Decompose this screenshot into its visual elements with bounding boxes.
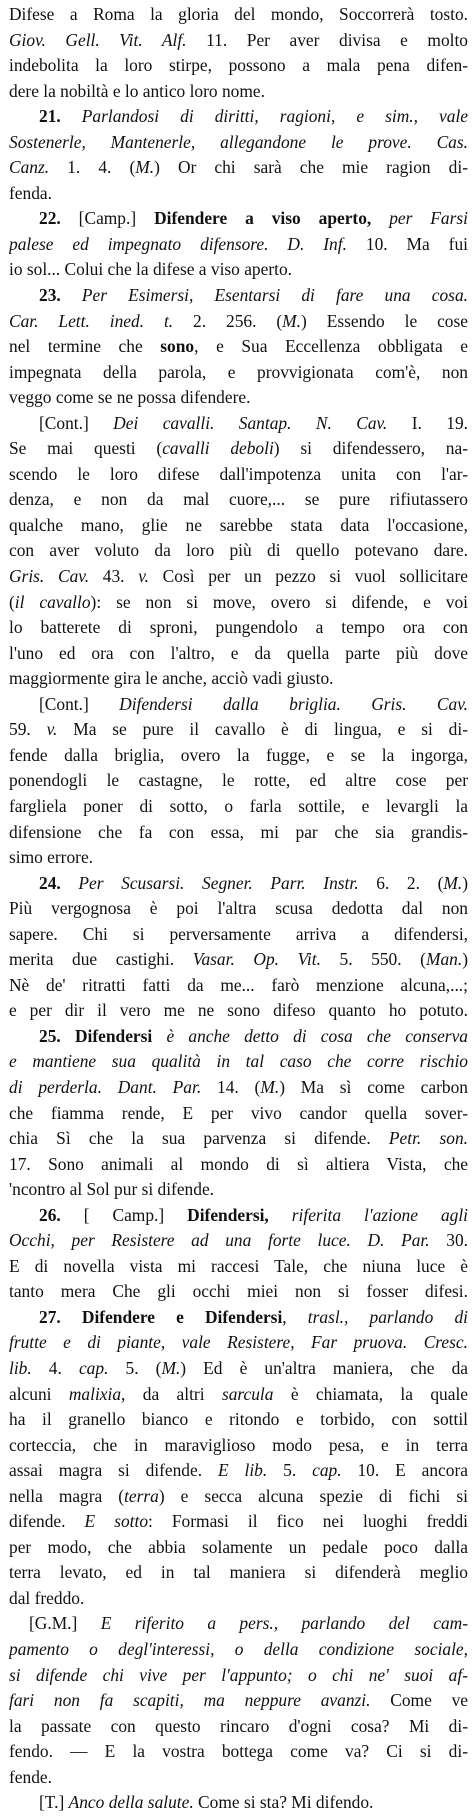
text-run: Difese a Roma la gloria del mondo, Soccorrerà tosto. [9, 4, 468, 24]
bold-text: Difendere a viso aperto, [154, 208, 372, 229]
italic-text: Per Esimersi, Esentarsi di fare una cosa. [81, 285, 468, 306]
text-run: merita due castighi. [9, 949, 193, 970]
text-run: ha il granello bianco e ritondo e torbido, con sottil [9, 1409, 468, 1430]
italic-text: terra [124, 1485, 159, 1506]
text-run: 5. ( [108, 1357, 162, 1378]
italic-text: Difendersi dalla briglia. Gris. Cav. [119, 693, 468, 714]
text-run: Così per un pezzo si vuol sollicitare [148, 566, 468, 587]
italic-text: Car. Lett. ined. t. [9, 310, 174, 331]
text-line [9, 1586, 468, 1612]
text-line [9, 1611, 468, 1637]
bold-text: 25. [39, 1025, 75, 1046]
text-line [9, 334, 468, 360]
text-line [9, 309, 468, 335]
text-line [9, 1484, 468, 1510]
text-run: [Cont.] [39, 693, 120, 714]
italic-text: sarcula [221, 1383, 274, 1404]
text-line [9, 181, 468, 207]
text-line [9, 1075, 468, 1101]
text-run: ponendogli le castagne, le rotte, ed altre cose per [9, 770, 468, 791]
text-run: ) Or chi sarà che mie ragion di- [154, 157, 468, 178]
text-line [9, 79, 468, 105]
text-run: ) [462, 872, 468, 893]
text-line [9, 820, 468, 846]
text-run: E di novella vista mi raccesi Tale, che niuna luce è [9, 1255, 468, 1276]
text-line [9, 1049, 468, 1075]
italic-text: Petr. son. [388, 1128, 468, 1149]
text-run: Come ve [370, 1690, 468, 1711]
text-line [9, 973, 468, 999]
text-line [9, 641, 468, 667]
bold-text: Difendere e Difendersi [81, 1306, 283, 1327]
italic-text: v. [138, 566, 149, 587]
text-line [9, 1663, 468, 1689]
text-line [9, 1714, 468, 1740]
text-run: qualche mano, glie ne sarebbe stata data l'occasione, [9, 514, 468, 535]
text-run: per modo, che abbia solamente un pedale poco dalla [9, 1536, 468, 1557]
text-run: è chiamata, la quale [273, 1383, 468, 1404]
text-line [9, 360, 468, 386]
text-line [9, 1279, 468, 1305]
italic-text: Canz. [9, 157, 50, 178]
italic-text: E riferito a pers., parlando del cam- [100, 1613, 468, 1634]
text-run: assai magra si difende. [9, 1460, 218, 1481]
text-run: 4. [31, 1357, 79, 1378]
text-run: fenda. [9, 182, 52, 203]
text-line [9, 385, 468, 411]
text-run: corteccia, che in maraviglioso modo pesa, e in terra [9, 1434, 468, 1455]
text-run: nel termine che [9, 336, 161, 357]
text-line [9, 1177, 468, 1203]
text-line [9, 53, 468, 79]
italic-text: Vasar. Op. Vit. [192, 949, 321, 970]
text-run: terra levato, ed in tal maniera si difenderà meglio [9, 1562, 468, 1583]
italic-text: per Farsi [389, 208, 468, 229]
text-line [9, 436, 468, 462]
text-run: tanto mera Che gli occhi miei non si fosser difesi. [9, 1281, 468, 1302]
text-line [9, 1509, 468, 1535]
text-run: indebolita la loro stirpe, possono a mala pena difen- [9, 55, 468, 76]
text-run: 5. [267, 1460, 313, 1481]
bold-text: Difendersi, [187, 1204, 269, 1225]
bold-text: sono [160, 336, 195, 357]
text-run: 'ncontro al Sol pur si difende. [9, 1179, 215, 1200]
text-line [9, 257, 468, 283]
text-line [9, 1305, 468, 1331]
text-run: chia Sì che la sua parvenza si difende. [9, 1128, 389, 1149]
text-line [9, 1228, 468, 1254]
text-run: 10. E ancora [341, 1460, 468, 1481]
text-run: 17. Sono animali al mondo di sì altiera Vista, che [9, 1153, 468, 1174]
italic-text: è anche detto di cosa che conserva [166, 1025, 468, 1046]
text-run: [G.M.] [29, 1613, 101, 1634]
text-run: io sol... Colui che la difese a viso aperto. [9, 259, 293, 280]
text-line [9, 1535, 468, 1561]
text-run: 5. 550. ( [320, 949, 426, 970]
text-run: 43. [89, 566, 139, 587]
text-run: ( [9, 591, 15, 612]
text-run: dal freddo. [9, 1587, 85, 1608]
italic-text: M. [282, 310, 302, 331]
text-run: 59. [9, 719, 47, 740]
bold-text: 22. [39, 208, 79, 229]
italic-text: palese ed impegnato difensore. D. Inf. [9, 233, 347, 254]
text-run: che fiamma rende, E per vivo candor quella sover- [9, 1102, 468, 1123]
text-line [9, 538, 468, 564]
text-run: [Cont.] [39, 412, 114, 433]
bold-text: 23. [39, 285, 82, 306]
text-run: , [282, 1306, 308, 1327]
text-line [9, 130, 468, 156]
text-run: denza, e non da mal cuore,... se pure rifiutassero [9, 489, 468, 510]
text-line [9, 871, 468, 897]
text-run: ) Ma sì come carbon [279, 1076, 468, 1097]
italic-text: trasl., parlando di [307, 1306, 468, 1327]
italic-text: Parlandosi di diritti, ragioni, e sim., vale [81, 106, 468, 127]
text-line [9, 1637, 468, 1663]
text-run: I. 19. [387, 412, 468, 433]
italic-text: Man. [425, 949, 463, 970]
text-run: difende. [9, 1511, 85, 1532]
text-line [9, 666, 468, 692]
italic-text: e mantiene sua qualità in tal caso che corre rischio [9, 1051, 468, 1072]
text-line [9, 462, 468, 488]
text-line [9, 28, 468, 54]
italic-text: cavalli deboli [162, 438, 274, 459]
italic-text: M. [443, 872, 463, 893]
text-run: Ma se pure il cavallo è di lingua, e si di- [57, 719, 468, 740]
text-run: 2. 256. ( [173, 310, 283, 331]
text-run: [Camp.] [78, 208, 155, 229]
text-line [9, 896, 468, 922]
text-run: con aver voluto da loro più di quello potevano dare. [9, 540, 468, 561]
text-line [9, 155, 468, 181]
text-line [9, 1254, 468, 1280]
text-line [9, 564, 468, 590]
text-line [9, 206, 468, 232]
text-run: : Formasi il fico nei luoghi freddi [148, 1511, 468, 1532]
italic-text: riferita l'azione agli [291, 1204, 468, 1225]
text-run: e per dir il vero me ne sono difeso quanto ho potuto. [9, 1000, 468, 1021]
italic-text: fari non fa scapiti, ma neppure avanzi. [9, 1690, 371, 1711]
italic-text: Sostenerle, Mantenerle, allegandone le prove. Cas. [9, 131, 468, 152]
italic-text: Gris. Cav. [9, 566, 90, 587]
text-run: 6. 2. ( [358, 872, 444, 893]
text-run: l'uno ed ora con l'altro, e da quella parte più dove [9, 642, 468, 663]
italic-text: di perderla. Dant. Par. [9, 1076, 202, 1097]
text-line [9, 692, 468, 718]
text-run: [T.] [39, 1792, 69, 1813]
text-run: ) Ed è un'altra maniera, che da [180, 1357, 468, 1378]
text-line [9, 232, 468, 258]
text-line [9, 615, 468, 641]
text-line [9, 1560, 468, 1586]
text-run: lo batterete di sproni, pungendolo a tempo ora con [9, 617, 468, 638]
text-run: dere la nobiltà e lo antico loro nome. [9, 80, 265, 101]
text-run [371, 208, 389, 228]
bold-text: 21. [39, 106, 82, 127]
text-run: Nè de' ritratti fatti da me... farò menzione alcuna,...; [9, 974, 468, 995]
text-run [269, 1205, 292, 1225]
italic-text: pamento o degl'interessi, o della condizione sociale, [9, 1639, 468, 1659]
italic-text: Giov. Gell. Vit. Alf. [9, 29, 187, 50]
text-line [9, 1790, 468, 1816]
text-run: maggiormente gira le anche, acciò vadi giusto. [9, 668, 334, 689]
text-run: [ Camp.] [83, 1204, 188, 1225]
italic-text: E sotto [84, 1511, 149, 1532]
bold-text: 27. [39, 1306, 82, 1327]
text-line [9, 1688, 468, 1714]
text-run: scendo le loro difese dall'impotenza unita con l'ar- [9, 463, 468, 484]
text-line [9, 1203, 468, 1229]
text-line [9, 743, 468, 769]
text-run: ) si difendessero, na- [273, 438, 468, 459]
text-line [9, 1382, 468, 1408]
italic-text: frutte e di piante, vale Resistere, Far pruova. Cresc. [9, 1332, 468, 1353]
text-run: veggo come se ne possa difendere. [9, 387, 251, 408]
italic-text: Anco della salute. [68, 1792, 194, 1813]
text-run: , e Sua Eccellenza obbligata e [194, 336, 468, 357]
bold-text: 26. [39, 1204, 84, 1225]
bold-text: 24. [39, 872, 79, 893]
text-run: , da altri [121, 1383, 222, 1404]
text-run: alcuni [9, 1383, 69, 1404]
text-run: fargliela poner di sotto, o farla sottile, e levargli la [9, 795, 468, 816]
text-line [9, 845, 468, 871]
text-line [9, 1433, 468, 1459]
italic-text: M. [135, 157, 155, 178]
text-run: nella magra ( [9, 1485, 125, 1506]
text-line [9, 1024, 468, 1050]
text-line [9, 1356, 468, 1382]
italic-text: M. [260, 1076, 280, 1097]
text-line [9, 947, 468, 973]
text-run: 11. Per aver divisa e molto [186, 29, 468, 50]
text-run: ) [462, 949, 468, 970]
italic-text: Occhi, per Resistere ad una forte luce. D. Par. [9, 1230, 430, 1251]
text-run: 30. [429, 1230, 468, 1251]
text-run: fendo. — E la vostra bottega come va? Ci si di- [9, 1741, 468, 1762]
text-run: ): se non si move, overo si difende, e voi [90, 591, 468, 612]
italic-text: Dei cavalli. Santap. N. Cav. [113, 412, 388, 433]
italic-text: E lib. [217, 1460, 268, 1481]
text-run: 14. ( [201, 1076, 261, 1097]
text-run: ) e secca alcuna spezie di fichi si [158, 1485, 468, 1506]
text-line [9, 998, 468, 1024]
text-run: fende. [9, 1766, 52, 1787]
italic-text: cap. [78, 1357, 109, 1378]
text-line [9, 794, 468, 820]
text-line [9, 283, 468, 309]
text-line [9, 1330, 468, 1356]
text-run: Se mai questi ( [9, 438, 163, 459]
text-line [9, 717, 468, 743]
text-run: fende dalla briglia, overo la fugge, e se la ingorga, [9, 744, 468, 765]
text-line [9, 1765, 468, 1791]
text-run: Più vergognosa è poi l'altra scusa dedotta dal non [9, 898, 468, 919]
text-run: sapere. Chi si perversamente arriva a difendersi, [9, 923, 468, 944]
italic-text: si difende chi vive per l'appunto; o chi ne' suoi af- [9, 1664, 468, 1685]
italic-text: il cavallo [14, 591, 91, 612]
text-line [9, 1739, 468, 1765]
bold-text: Difendersi [74, 1025, 153, 1046]
text-line [9, 513, 468, 539]
text-run: ) Essendo le cose [301, 310, 468, 331]
text-run: difensione che fa con essa, mi par che sia grandis- [9, 821, 468, 842]
text-line [9, 768, 468, 794]
italic-text: v. [46, 719, 58, 740]
text-run [152, 1026, 166, 1046]
text-run: 10. Ma fui [346, 233, 468, 254]
text-line [9, 1126, 468, 1152]
italic-text: M. [161, 1357, 181, 1378]
text-line [9, 2, 468, 28]
text-line [9, 1458, 468, 1484]
italic-text: lib. [9, 1357, 32, 1378]
text-run: Come si sta? Mi difendo. [193, 1792, 374, 1813]
text-line [9, 590, 468, 616]
italic-text: cap. [312, 1460, 342, 1481]
text-run: impegnata della parola, e provvigionata com'è, non [9, 361, 468, 382]
text-run: 1. 4. ( [49, 157, 136, 178]
text-line [9, 1101, 468, 1127]
text-line [9, 411, 468, 437]
italic-text: Per Scusarsi. Segner. Parr. Instr. [78, 872, 359, 893]
text-line [9, 104, 468, 130]
text-line [9, 1152, 468, 1178]
text-line [9, 922, 468, 948]
text-run: simo errore. [9, 847, 94, 868]
text-line [9, 1407, 468, 1433]
italic-text: malixia [68, 1383, 122, 1404]
text-run: la passate con questo rincaro d'ogni cosa? Mi di- [9, 1715, 468, 1736]
text-line [9, 487, 468, 513]
